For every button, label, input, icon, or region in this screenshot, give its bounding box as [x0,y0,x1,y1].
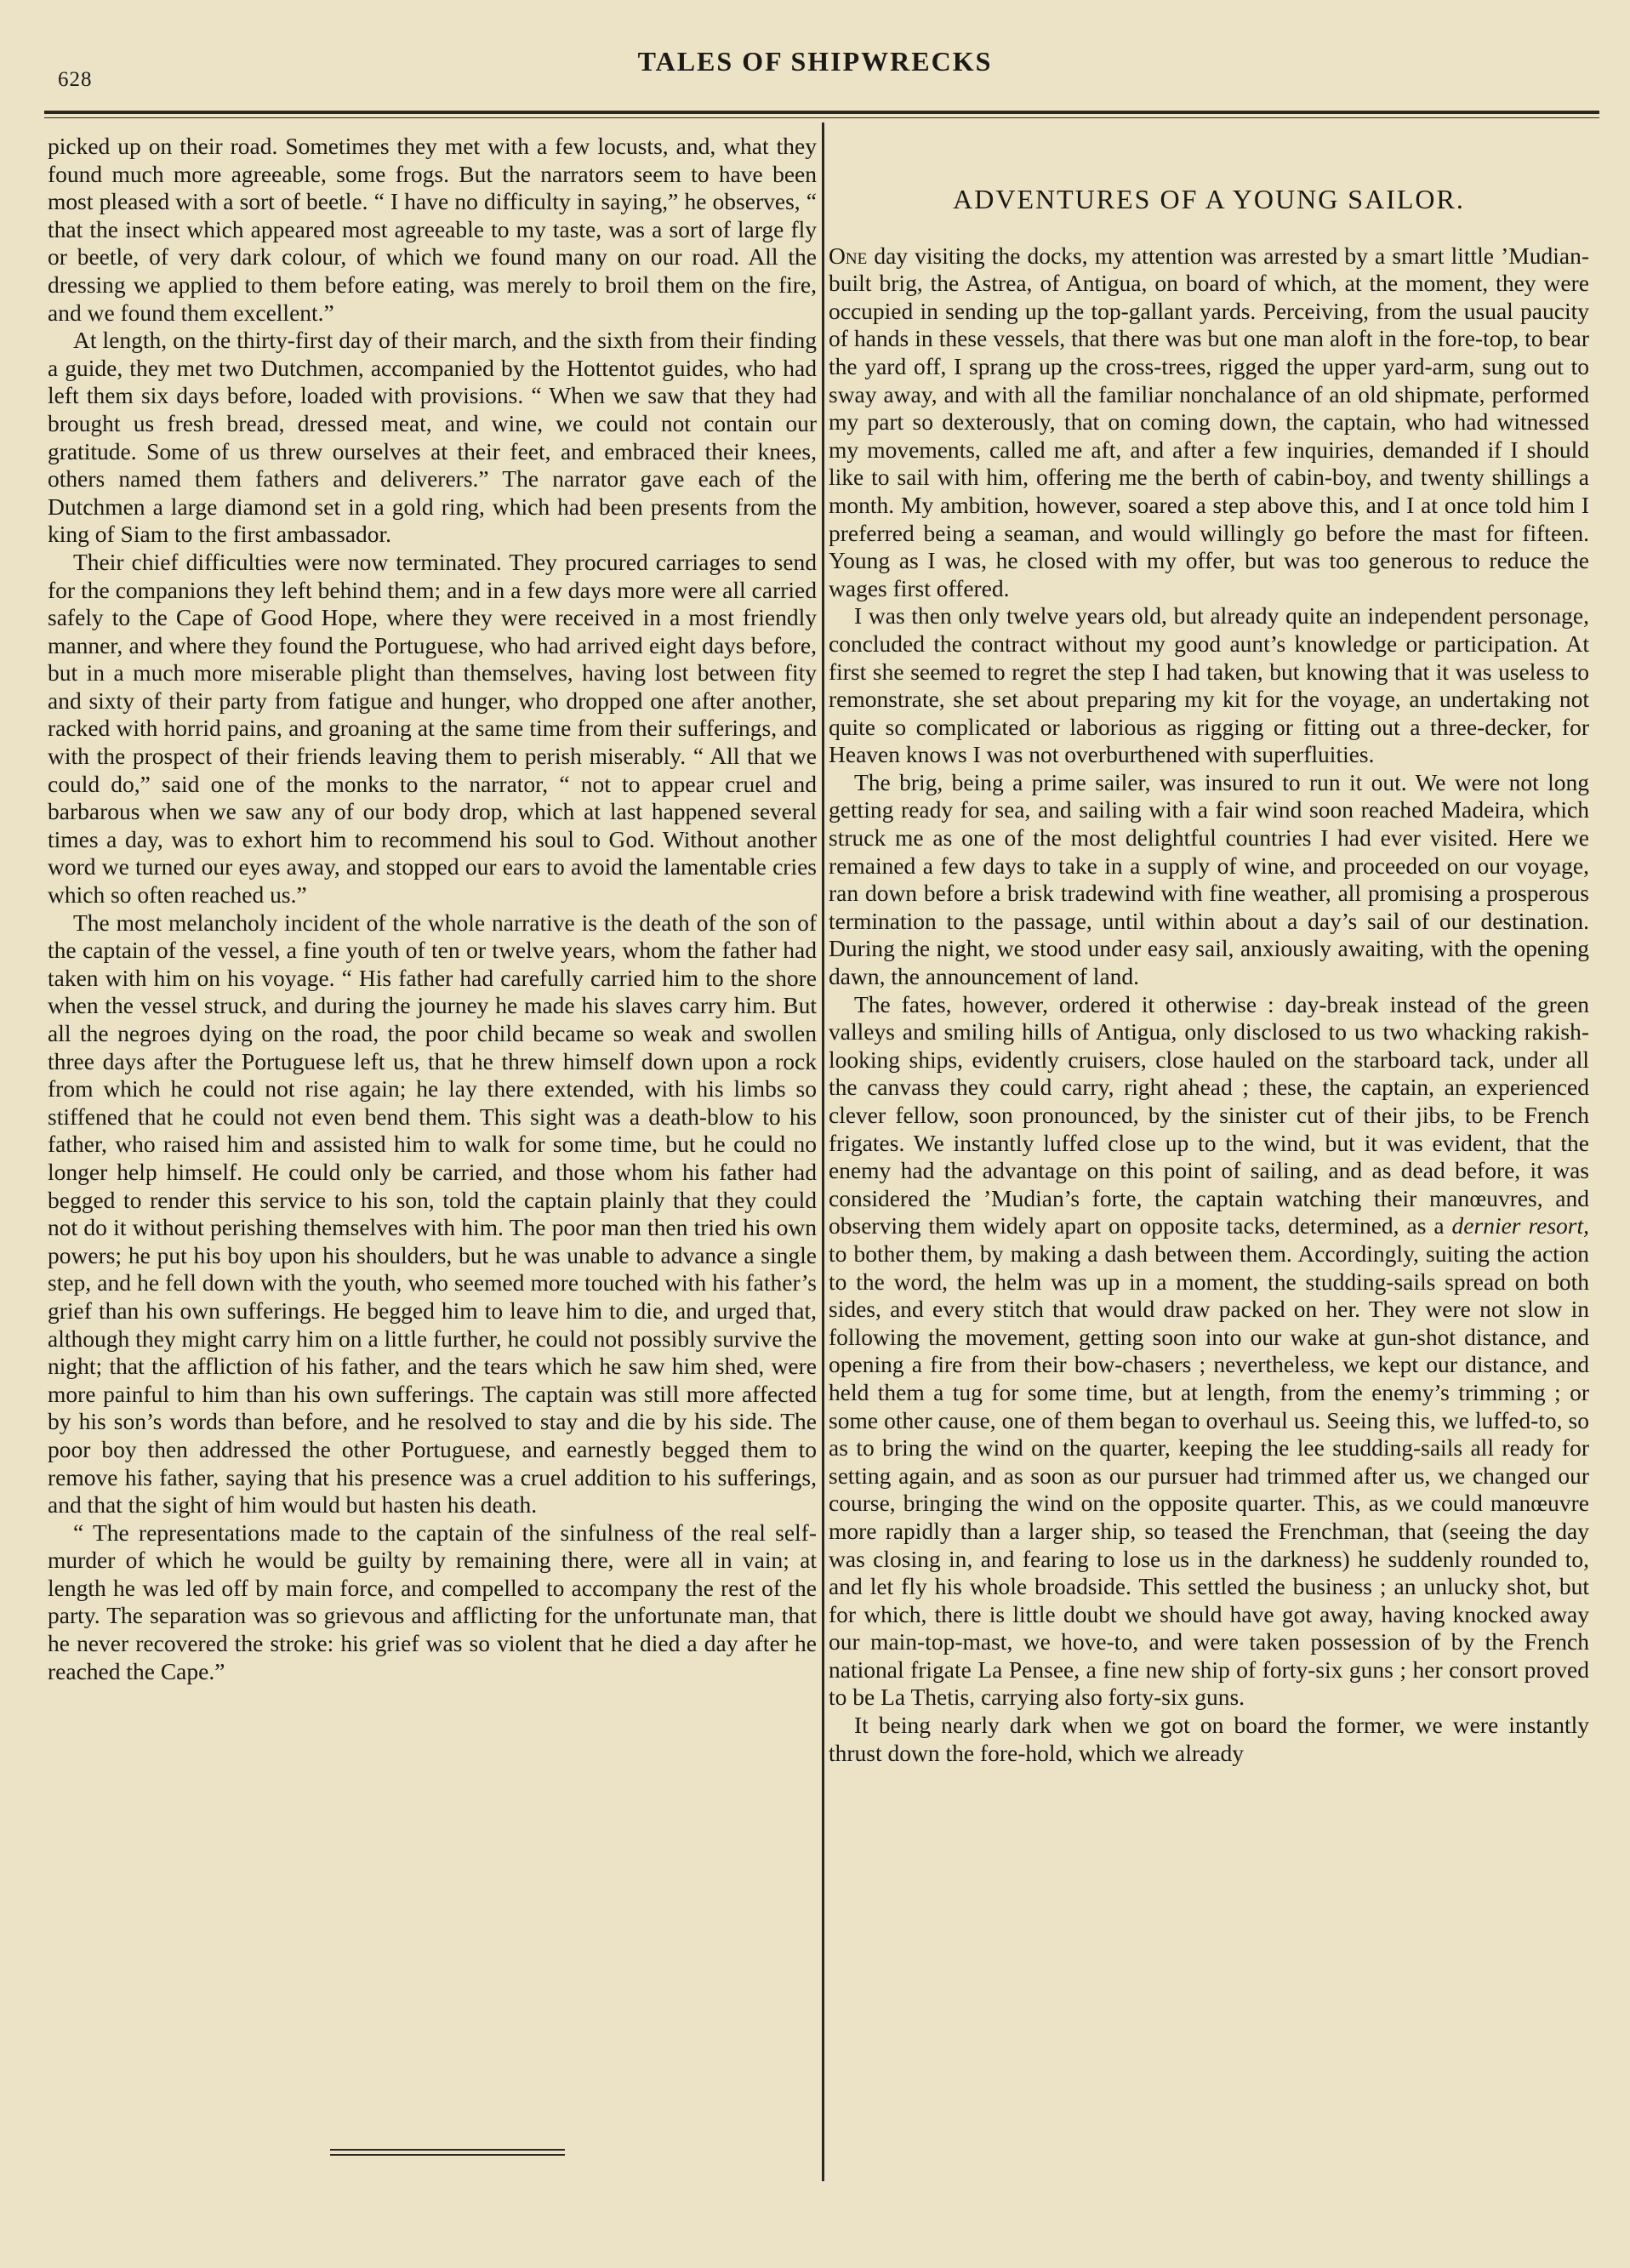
right-paragraph: The brig, being a prime sailer, was insured to run it out. We were not long getting ready for sea, and sailing with a fair wind soon reached Madeira, which struck me as one of the most delightful countries I had ever visited. Here we remained a few days to take in a supply of wine, and proceeded on our voyage, ran down before a brisk tradewind with fine weather, all promising a prosperous termination to the passage, until within about a day’s sail of our destination. During the night, we stood under easy sail, anxiously awaiting, with the opening dawn, the announcement of land. [829,768,1589,990]
right-paragraph: It being nearly dark when we got on board the former, we were instantly thrust down the fore-hold, which we already [829,1712,1589,1766]
drop-word: One [829,242,868,269]
column-divider [822,123,824,2181]
paragraph-text: day visiting the docks, my attention was arrested by a smart little ’Mudian-built brig, the Astrea, of Antigua, on board of which, at the moment, they were occupied in sending up the top-gallant yards. Perceiving, from the usual paucity of hands in these vessels, that there was but one man aloft in the fore-top, to bear the yard off, I sprang up the cross-trees, rigged the upper yard-arm, sung out to sway away, and with all the familiar nonchalance of an old shipmate, performed my part so dexterously, that on coming down, the captain, who had witnessed my movements, called me aft, and after a few inquiries, demanded if I should like to sail with him, offering me the berth of cabin-boy, and twenty shillings a month. My ambition, however, soared a step above this, and I at once told him I preferred being a seaman, and would willingly go before the mast for fifteen. Young as I was, he closed with my offer, but was too generous to reduce the wages first offered. [829,242,1589,601]
running-title: TALES OF SHIPWRECKS [637,46,993,77]
section-end-rule [330,2149,565,2151]
paragraph-text: The fates, however, ordered it otherwise : day-break instead of the green valleys and smiling hills of Antigua, only disclosed to us two whacking rakish-looking ships, evidently cruisers, close hauled on the starboard tack, under all the canvass they could carry, right ahead ; these, the captain, an experienced clever fellow, soon pronounced, by the sinister cut of their jibs, to be French frigates. We instantly luffed close up to the wind, but it was evident, that the enemy had the advantage on this point of sailing, and as dead before, it was considered the ’Mudian’s forte, the captain watching their manœuvres, and observing them widely apart on opposite tacks, determined, as a [829,990,1589,1239]
left-paragraph: “ The representations made to the captain of the sinfulness of the real self-murder of which he would be guilty by remaining there, were all in vain; at length he was led off by main force, and compelled to accompany the rest of the party. The separation was so grievous and afflicting for the unfortunate man, that he never recovered the stroke: his grief was so violent that he died a day after he reached the Cape.” [48,1519,817,1684]
left-column [48,133,817,1685]
left-paragraph: Their chief difficulties were now terminated. They procured carriages to send for the companions they left behind them; and in a few days more were all carried safely to the Cape of Good Hope, where they were received in a most friendly manner, and where they found the Portuguese, who had arrived eight days before, but in a much more miserable plight than themselves, having lost between fity and sixty of their party from fatigue and hunger, who dropped one after another, racked with horrid pains, and groaning at the same time from their sufferings, and with the prospect of their friends leaving them to perish miserably. “ All that we could do,” said one of the monks to the narrator, “ not to appear cruel and barbarous when we saw any of our body drop, which at last happened several times a day, was to exhort him to recommend his soul to God. Without another word we turned our eyes away, and stopped our ears to avoid the lamentable cries which so often reached us.” [48,548,817,909]
right-paragraph [829,242,1589,603]
page-number: 628 [58,68,93,91]
right-column [829,133,1589,1767]
paragraph-text: to bother them, by making a dash between them. Accordingly, suiting the action to the word, the helm was up in a moment, the studding-sails spread on both sides, and every stitch that would draw packed on her. They were not slow in following the movement, getting soon into our wake at gun-shot distance, and opening a fire from their bow-chasers ; nevertheless, we kept our distance, and held them a tug for some time, but at length, from the enemy’s trimming ; or some other cause, one of them began to overhaul us. Seeing this, we luffed-to, so as to bring the wind on the quarter, keeping the lee studding-sails all ready for setting again, and as soon as our pursuer had trimmed after us, we changed our course, bringing the wind on the opposite quarter. This, as we could manœuvre more rapidly than a larger ship, so teased the Frenchman, that (seeing the day was closing in, and fearing to lose us in the darkness) he suddenly rounded to, and let fly his whole broadside. This settled the business ; an unlucky shot, but for which, there is little doubt we should have got away, having knocked away our main-top-mast, we hove-to, and were taken possession of by the French national frigate La Pensee, a fine new ship of forty-six guns ; her consort proved to be La Thetis, carrying also forty-six guns. [829,1239,1589,1711]
left-paragraph: At length, on the thirty-first day of their march, and the sixth from their finding a guide, they met two Dutchmen, accompanied by the Hottentot guides, who had left them six days before, loaded with provisions. “ When we saw that they had brought us fresh bread, dressed meat, and wine, we could not contain our gratitude. Some of us threw ourselves at their feet, and embraced their knees, others named them fathers and deliverers.” The narrator gave each of the Dutchmen a large diamond set in a gold ring, which had been presents from the king of Siam to the first ambassador. [48,327,817,548]
right-paragraph: I was then only twelve years old, but already quite an independent personage, concluded the contract without my good aunt’s knowledge or participation. At first she seemed to regret the step I had taken, but knowing that it was useless to remonstrate, she set about preparing my kit for the voyage, an undertaking not quite so complicated or laborious as rigging or fitting out a three-decker, for Heaven knows I was not overburthened with superfluities. [829,602,1589,768]
header-rule-thin [44,117,1599,118]
left-paragraph: The most melancholy incident of the whole narrative is the death of the son of the captain of the vessel, a fine youth of ten or twelve years, whom the father had taken with him on his voyage. “ His father had carefully carried him to the shore when the vessel struck, and during the journey he made his slaves carry him. But all the negroes dying on the road, the poor child became so weak and swollen three days after the Portuguese left us, that he threw himself down upon a rock from which he could not rise again; he lay there extended, with his limbs so stiffened that he could not even bend them. This sight was a death-blow to his father, who raised him and assisted him to walk for some time, but he could no longer help himself. He could only be carried, and those whom his father had begged to render this service to his son, told the captain plainly that they could not do it without perishing themselves with him. The poor man then tried his own powers; he put his boy upon his shoulders, but he was unable to advance a single step, and he fell down with the youth, who seemed more touched with his father’s grief than his own sufferings. He begged him to leave him to die, and urged that, although they might carry him on a little further, he could not possibly survive the night; that the affliction of his father, and the tears which he saw him shed, were more painful to him than his own sufferings. The captain was still more affected by his son’s words than before, and he resolved to stay and die by his side. The poor boy then addressed the other Portuguese, and earnestly begged them to remove his father, saying that his presence was a cruel addition to his sufferings, and that the sight of him would but hasten his death. [48,909,817,1519]
section-end-rule [330,2154,565,2156]
left-paragraph: picked up on their road. Sometimes they met with a few locusts, and, what they found much more agreeable, some frogs. But the narrators seem to have been most pleased with a sort of beetle. “ I have no difficulty in saying,” he observes, “ that the insect which appeared most agreeable to my taste, was a sort of large fly or beetle, of very dark colour, of which we found many on our road. All the dressing we applied to them before eating, was merely to broil them on the fire, and we found them excellent.” [48,133,817,326]
right-paragraph [829,991,1589,1712]
header-rule-thick [44,111,1599,114]
article-title: ADVENTURES OF A YOUNG SAILOR. [953,184,1465,214]
italic-phrase: dernier resort, [1451,1212,1589,1239]
